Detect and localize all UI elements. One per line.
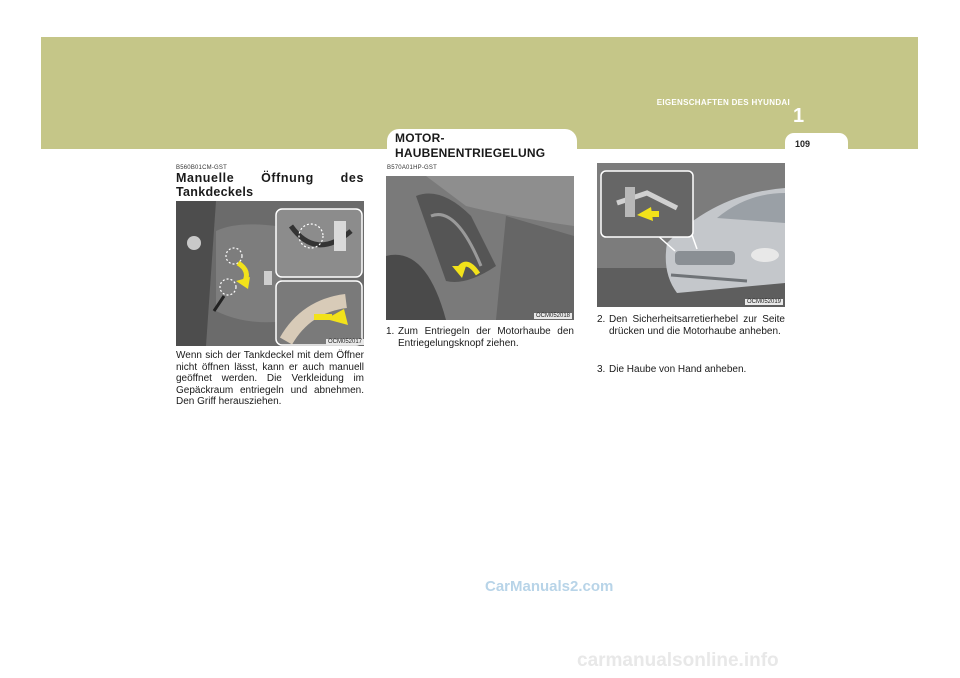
- right-image-caption: OCM052019: [747, 299, 782, 305]
- step-1: [386, 326, 574, 349]
- section-title: MOTOR-HAUBENENTRIEGELUNG: [395, 131, 546, 160]
- left-section-code: B560B01CM-GST: [176, 165, 227, 171]
- section-label: EIGENSCHAFTEN DES HYUNDAI: [656, 98, 790, 107]
- left-image-caption: OCM052017: [328, 339, 363, 345]
- hood-release-photo: [386, 176, 574, 320]
- step-1-number: 1.: [386, 326, 395, 337]
- step-3-text: Die Haube von Hand anheben.: [609, 364, 747, 375]
- car-hood-photo: [597, 163, 785, 307]
- watermark-carmanualsonline: carmanualsonline.info: [577, 650, 779, 671]
- left-body-text: Wenn sich der Tankdeckel mit dem Öffner nicht öffnen lässt, kann er auch manuell geöffnet werden. Die Verkleidung im Gepäckraum entriegeln und abnehmen. Den Griff herausziehen.: [176, 350, 364, 407]
- chapter-number: 1: [793, 105, 805, 127]
- middle-section-code: B570A01HP-GST: [387, 165, 437, 171]
- step-1-text: Zum Entriegeln der Motorhaube den Entriegelungsknopf ziehen.: [398, 326, 574, 349]
- step-2-number: 2.: [597, 314, 606, 325]
- step-2-text: Den Sicherheitsarretierhebel zur Seite drücken und die Motorhaube anheben.: [609, 314, 785, 337]
- left-heading-line2: Tankdeckels: [176, 185, 254, 199]
- watermark-carmanuals2[interactable]: CarManuals2.com: [485, 578, 614, 595]
- step-3: [597, 364, 785, 376]
- fuel-door-photo: [176, 201, 364, 346]
- page-number: 109: [795, 139, 811, 149]
- left-heading-line1: Manuelle Öffnung des: [176, 171, 364, 185]
- step-3-number: 3.: [597, 364, 606, 375]
- middle-image-caption: OCM052018: [536, 313, 571, 319]
- step-2: [597, 314, 785, 337]
